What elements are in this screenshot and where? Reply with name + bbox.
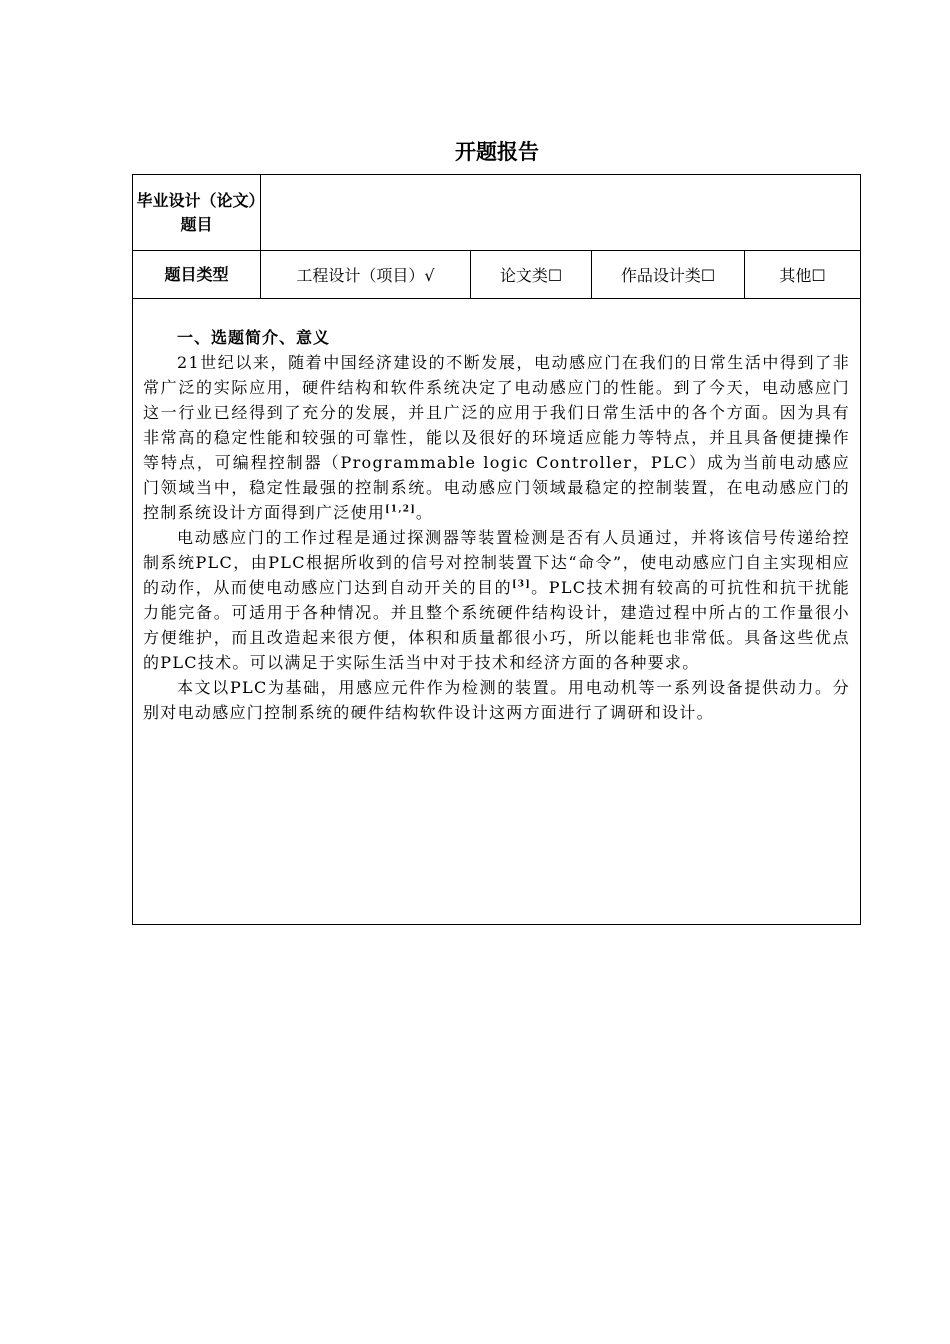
type-row [133,251,861,299]
type-option-work-design[interactable]: 作品设计类☐ [592,251,745,299]
topic-label: 毕业设计（论文）题目 [133,175,261,251]
content-cell [133,299,861,925]
citation-1-2: [1,2] [385,504,416,515]
topic-row [133,175,861,251]
paragraph-2-text: 电动感应门的工作过程是通过探测器等装置检测是否有人员通过，并将该信号传递给控制系统PLC，由PLC根据所收到的信号对控制装置下达“命令”，使电动感应门自主实现相应的动作，从而使电动感应门达到自动开关的目的 [143,528,850,597]
paragraph-1-end: 。 [415,503,434,522]
citation-3: [3] [512,579,531,590]
type-label: 题目类型 [133,251,261,299]
content-row [133,299,861,925]
paragraph-3: 本文以PLC为基础，用感应元件作为检测的装置。用电动机等一系列设备提供动力。分别对电动感应门控制系统的硬件结构软件设计这两方面进行了调研和设计。 [143,678,850,722]
type-option-thesis[interactable]: 论文类☐ [471,251,592,299]
type-option-other[interactable]: 其他☐ [745,251,861,299]
type-option-engineering[interactable]: 工程设计（项目）√ [261,251,471,299]
paragraph-2 [143,525,850,675]
section-content [133,299,860,725]
paragraph-1 [143,350,850,525]
page-title: 开题报告 [455,140,539,164]
proposal-table [132,174,861,925]
paragraph-2-rest: 。PLC技术拥有较高的可抗性和抗干扰能力能完备。可适用于各种情况。并且整个系统硬件结构设计，建造过程中所占的工作量很小方便维护，而且改造起来很方便，体积和质量都很小巧，所以能耗也非常低。具备这些优点的PLC技术。可以满足于实际生活当中对于技术和经济方面的各种要求。 [143,578,850,672]
topic-value-cell[interactable] [261,175,861,251]
paragraph-1-text: 21世纪以来，随着中国经济建设的不断发展，电动感应门在我们的日常生活中得到了非常广泛的实际应用，硬件结构和软件系统决定了电动感应门的性能。到了今天，电动感应门这一行业已经得到了充分的发展，并且广泛的应用于我们日常生活中的各个方面。因为具有非常高的稳定性能和较强的可靠性，能以及很好的环境适应能力等特点，并且具备便捷操作等特点，可编程控制器（Programmable logic Controller，PLC）成为当前电动感应门领域当中，稳定性最强的控制系统。电动感应门领域最稳定的控制装置，在电动感应门的控制系统设计方面得到广泛使用 [143,353,850,522]
section-heading: 一、选题简介、意义 [177,328,331,347]
